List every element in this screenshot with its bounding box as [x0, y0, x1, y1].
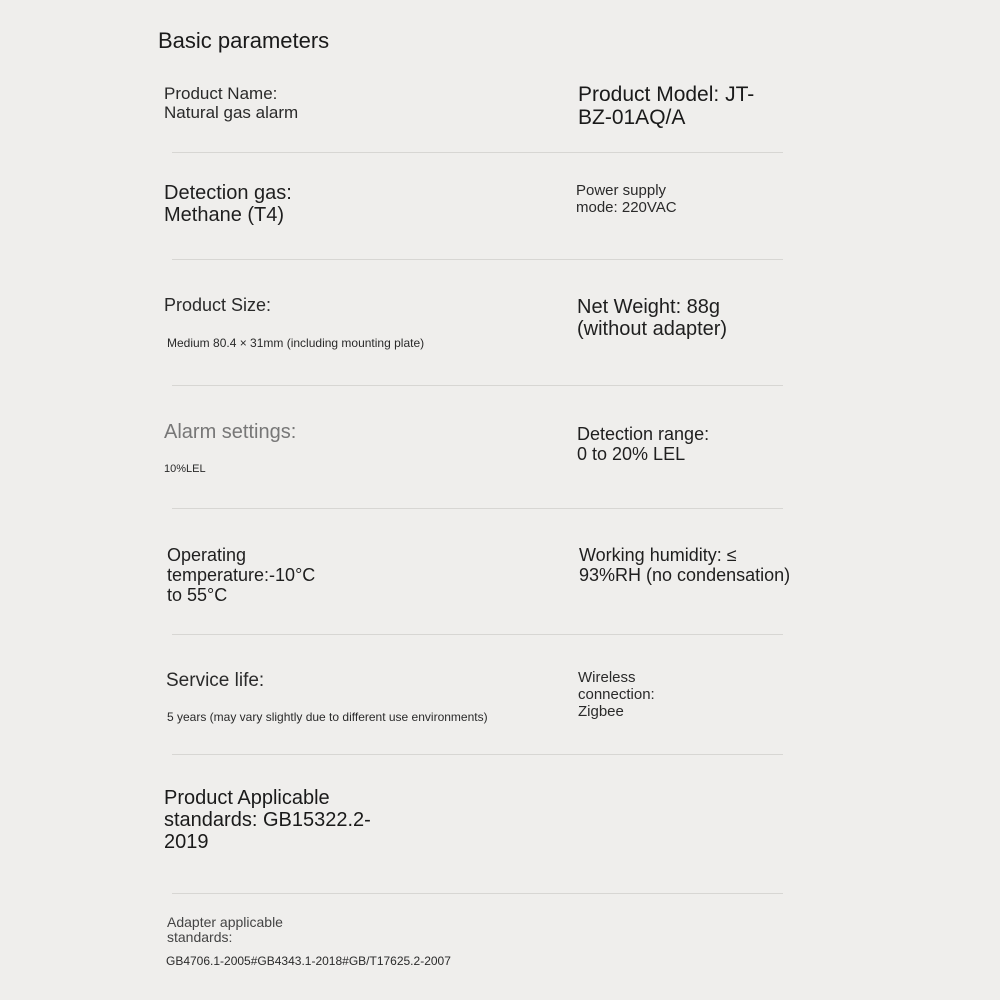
working-humidity — [579, 545, 790, 585]
detection-gas — [164, 182, 292, 226]
product-standards-line-1: Product Applicable — [164, 787, 330, 809]
service-life-label: Service life: — [166, 670, 265, 691]
power-supply — [576, 182, 677, 216]
product-standards-line-2: standards: GB15322.2- — [164, 809, 371, 831]
service-life-value: 5 years (may vary slightly due to different use environments) — [167, 710, 488, 724]
working-humidity-line-1: Working humidity: ≤ — [579, 545, 737, 565]
detection-gas-label: Detection gas: — [164, 182, 292, 204]
product-size-label: Product Size: — [164, 295, 272, 315]
adapter-standards-label — [167, 915, 283, 945]
detection-range-label: Detection range: — [577, 424, 710, 444]
detection-range — [577, 424, 709, 464]
operating-temperature — [167, 545, 315, 605]
adapter-standards-label-line-2: standards: — [167, 929, 233, 945]
operating-temperature-line-3: to 55°C — [167, 585, 228, 605]
product-size-value: Medium 80.4 × 31mm (including mounting plate) — [167, 336, 425, 350]
wireless-connection-line-2: connection: — [578, 686, 655, 703]
product-model-line-1: Product Model: JT- — [578, 83, 755, 106]
power-supply-line-1: Power supply — [576, 182, 667, 199]
divider — [172, 634, 783, 635]
working-humidity-line-2: 93%RH (no condensation) — [579, 565, 791, 585]
adapter-standards-value: GB4706.1-2005#GB4343.1-2018#GB/T17625.2-2007 — [166, 954, 451, 968]
page-title: Basic parameters — [158, 28, 330, 53]
alarm-settings-value: 10%LEL — [164, 463, 206, 475]
wireless-connection-line-1: Wireless — [578, 669, 636, 686]
net-weight — [577, 296, 727, 340]
product-standards — [164, 787, 371, 853]
divider — [172, 385, 783, 386]
divider — [172, 152, 783, 153]
product-name — [164, 84, 298, 122]
detection-range-value: 0 to 20% LEL — [577, 444, 686, 464]
product-standards-line-3: 2019 — [164, 831, 209, 853]
product-name-label: Product Name: — [164, 84, 278, 103]
operating-temperature-line-1: Operating — [167, 545, 247, 565]
divider — [172, 754, 783, 755]
divider — [172, 259, 783, 260]
power-supply-line-2: mode: 220VAC — [576, 199, 677, 216]
divider — [172, 508, 783, 509]
net-weight-line-1: Net Weight: 88g — [577, 296, 721, 318]
divider — [172, 893, 783, 894]
operating-temperature-line-2: temperature:-10°C — [167, 565, 316, 585]
adapter-standards-label-line-1: Adapter applicable — [167, 914, 283, 930]
detection-gas-value: Methane (T4) — [164, 204, 285, 226]
wireless-connection — [578, 669, 655, 720]
product-name-value: Natural gas alarm — [164, 103, 299, 122]
product-model — [578, 83, 754, 129]
wireless-connection-value: Zigbee — [578, 703, 624, 720]
net-weight-line-2: (without adapter) — [577, 318, 728, 340]
product-model-line-2: BZ-01AQ/A — [578, 106, 686, 129]
alarm-settings-label: Alarm settings: — [164, 421, 297, 443]
